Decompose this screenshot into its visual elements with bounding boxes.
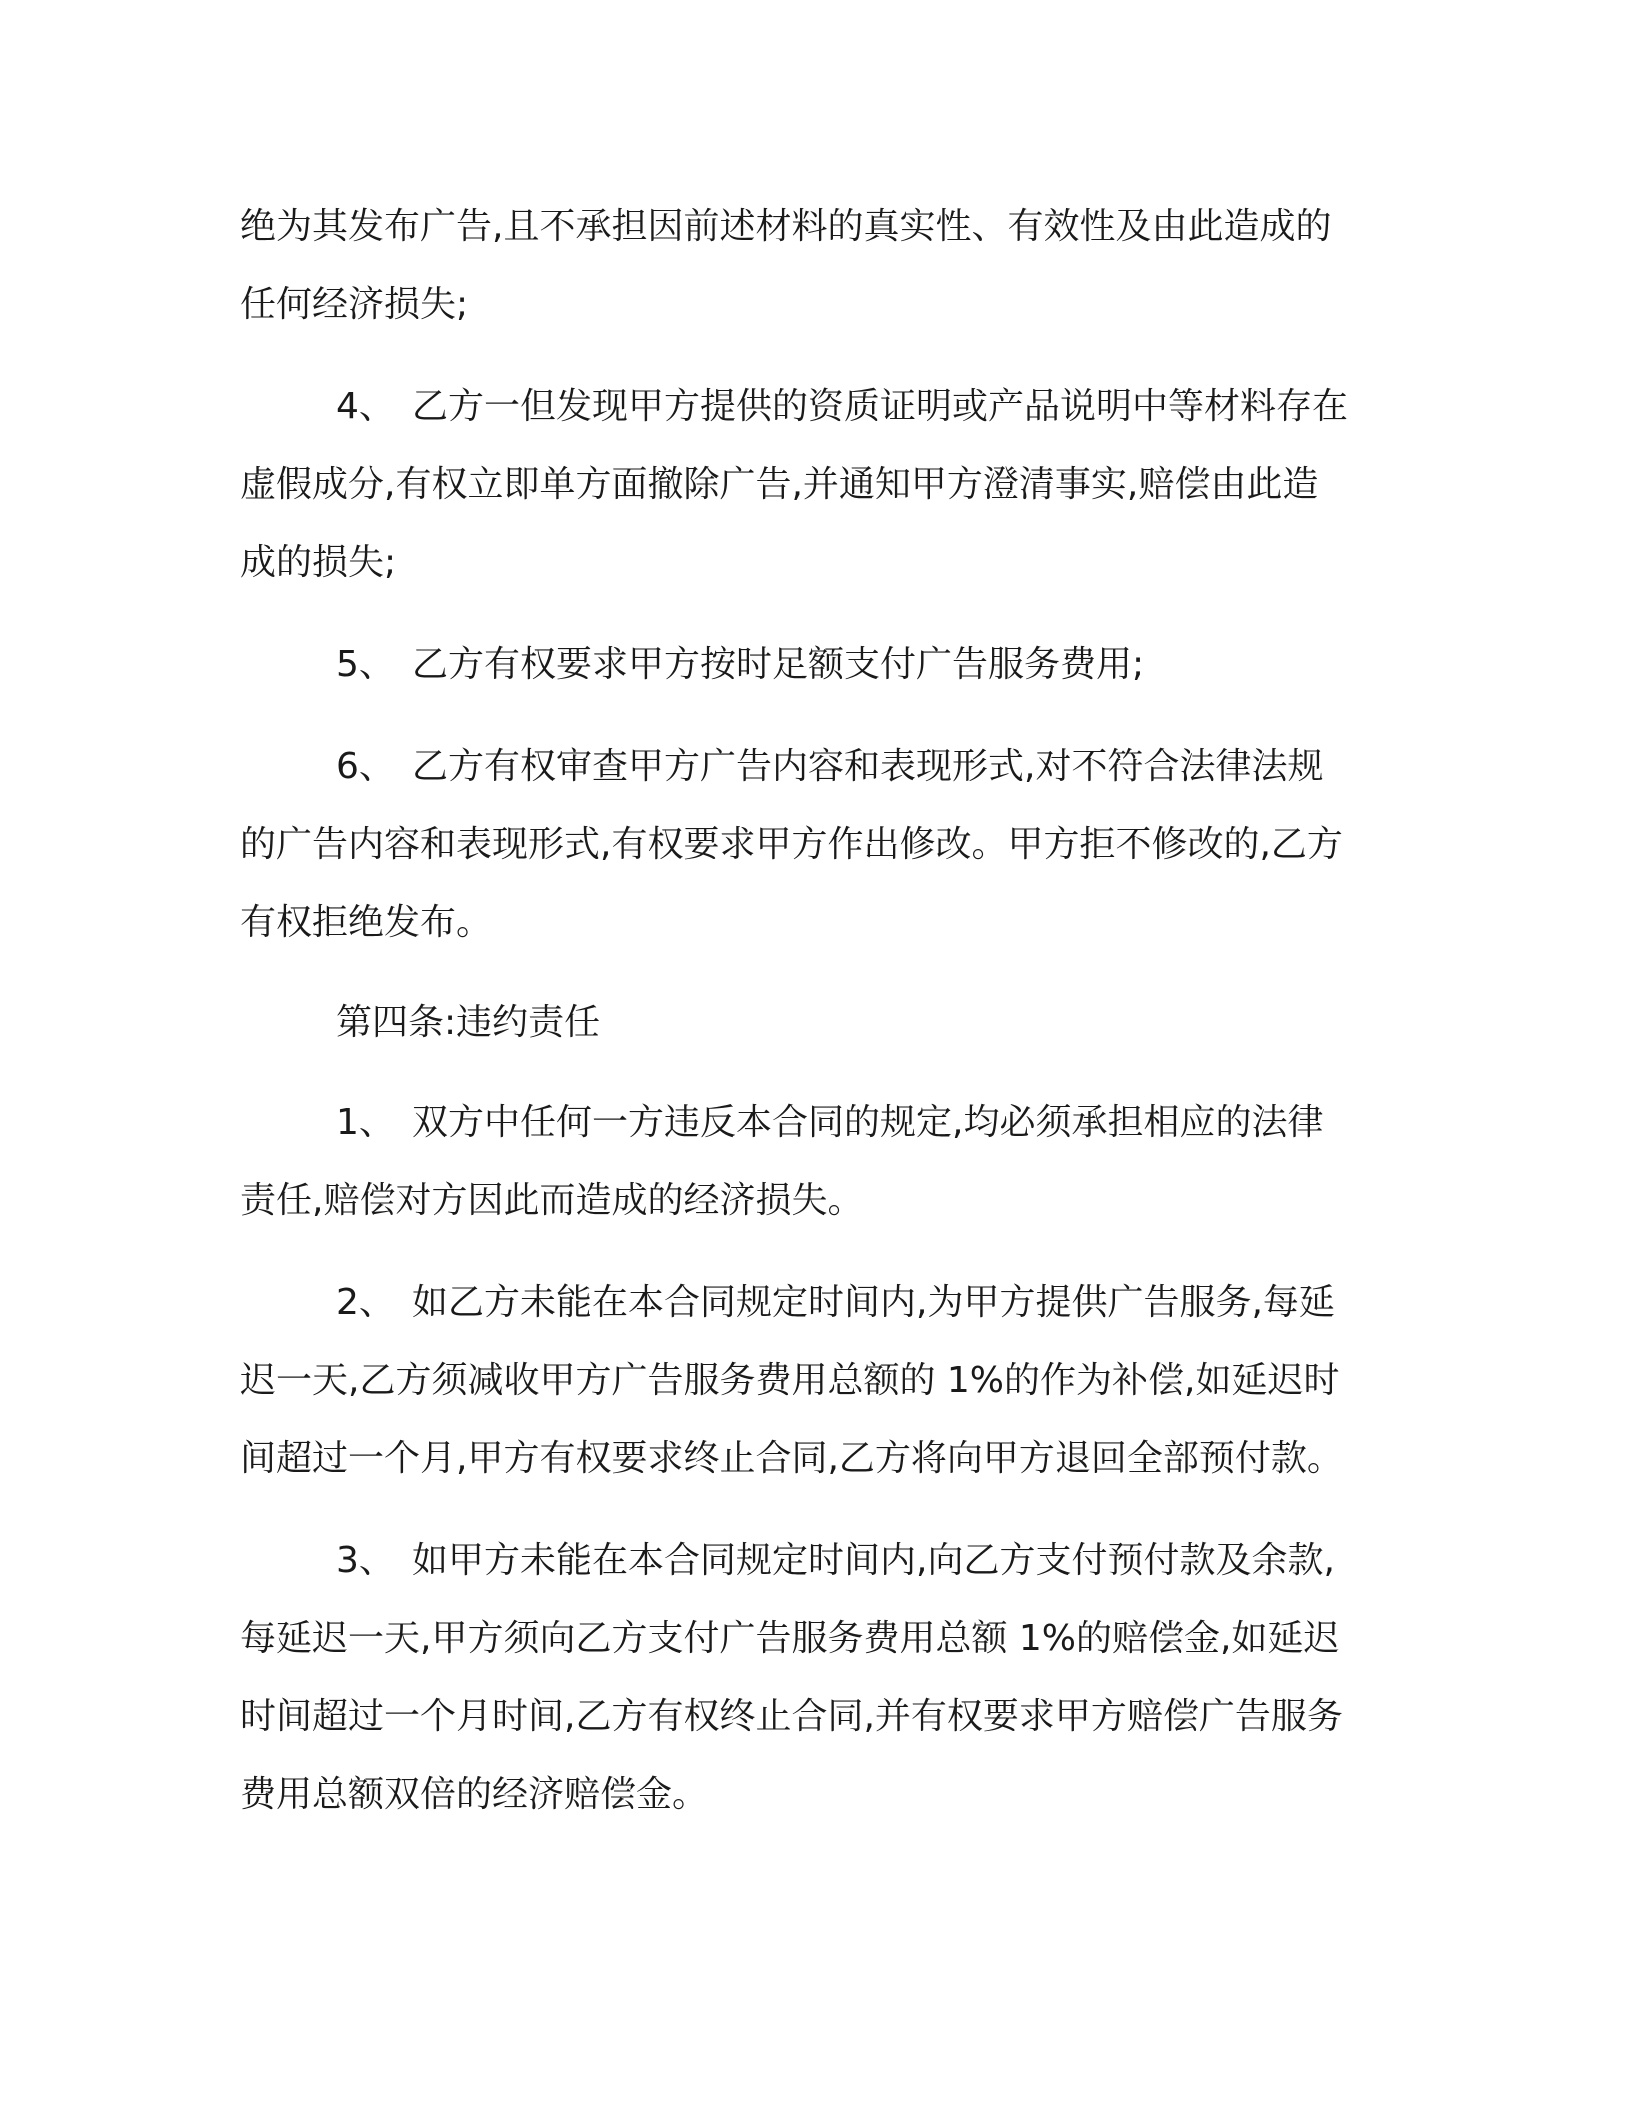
text-line: 有权拒绝发布。: [240, 902, 493, 943]
text-line: 时间超过一个月时间,乙方有权终止合同,并有权要求甲方赔偿广告服务: [240, 1696, 1343, 1737]
clause-item-5: [240, 626, 1400, 704]
clause-number: 3、: [336, 1540, 395, 1581]
text-line: 每延迟一天,甲方须向乙方支付广告服务费用总额 1%的赔偿金,如延迟: [240, 1618, 1340, 1659]
article-heading: [240, 984, 1400, 1062]
clause-item-4: [240, 368, 1400, 602]
clause-number: 6、: [336, 746, 395, 787]
text-line: 成的损失;: [240, 542, 397, 583]
text-line: 如乙方未能在本合同规定时间内,为甲方提供广告服务,每延: [412, 1282, 1335, 1323]
text-line: 如甲方未能在本合同规定时间内,向乙方支付预付款及余款,: [412, 1540, 1335, 1581]
text-line: 迟一天,乙方须减收甲方广告服务费用总额的 1%的作为补偿,如延迟时: [240, 1360, 1340, 1401]
article4-item-2: [240, 1264, 1400, 1498]
text-line: 责任,赔偿对方因此而造成的经济损失。: [240, 1180, 864, 1221]
text-line: 绝为其发布广告,且不承担因前述材料的真实性、有效性及由此造成的: [240, 206, 1332, 247]
text-line: 乙方有权审查甲方广告内容和表现形式,对不符合法律法规: [412, 746, 1324, 787]
text-line: 间超过一个月,甲方有权要求终止合同,乙方将向甲方退回全部预付款。: [240, 1438, 1343, 1479]
text-line: 乙方一但发现甲方提供的资质证明或产品说明中等材料存在: [412, 386, 1349, 427]
text-line: 乙方有权要求甲方按时足额支付广告服务费用;: [412, 644, 1145, 685]
clause-number: 5、: [336, 644, 395, 685]
paragraph-continued: [240, 188, 1400, 344]
document-body: [240, 188, 1400, 1834]
text-line: 费用总额双倍的经济赔偿金。: [240, 1774, 709, 1815]
clause-number: 1、: [336, 1102, 395, 1143]
text-line: 的广告内容和表现形式,有权要求甲方作出修改。甲方拒不修改的,乙方: [240, 824, 1343, 865]
text-line: 任何经济损失;: [240, 284, 469, 325]
clause-item-6: [240, 728, 1400, 962]
clause-number: 4、: [336, 386, 395, 427]
article-4-title: 第四条:违约责任: [336, 1002, 601, 1043]
text-line: 双方中任何一方违反本合同的规定,均必须承担相应的法律: [412, 1102, 1324, 1143]
text-line: 虚假成分,有权立即单方面撤除广告,并通知甲方澄清事实,赔偿由此造: [240, 464, 1319, 505]
clause-number: 2、: [336, 1282, 395, 1323]
article4-item-1: [240, 1084, 1400, 1240]
article4-item-3: [240, 1522, 1400, 1834]
